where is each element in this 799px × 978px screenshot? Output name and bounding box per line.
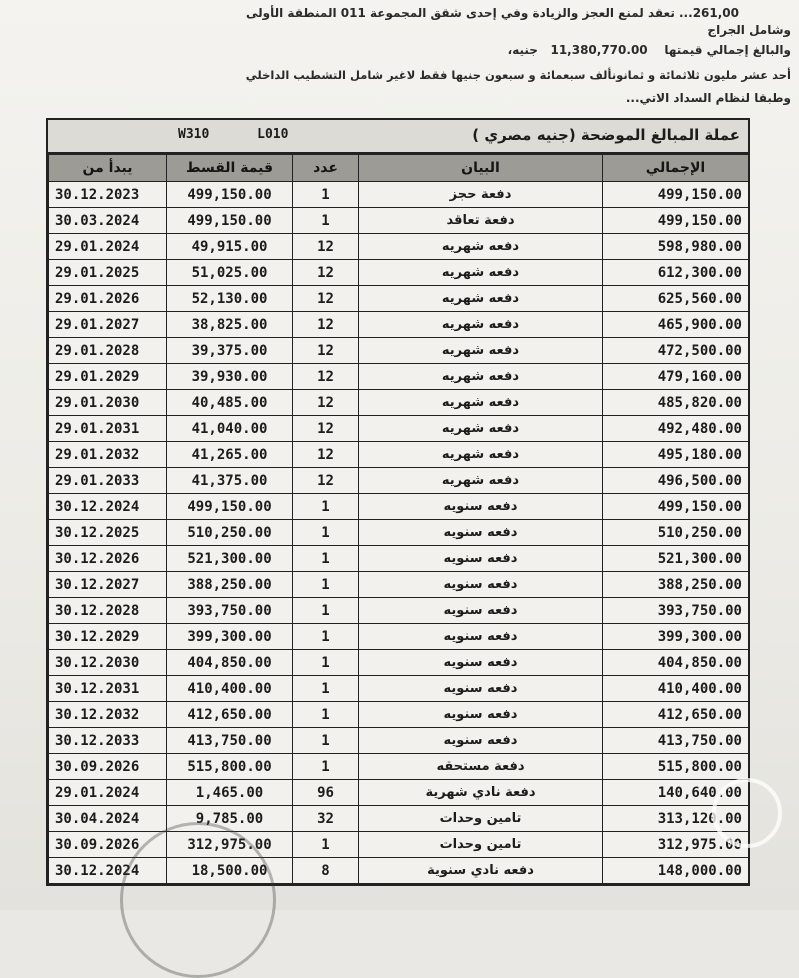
row-statement: دفعه شهريه <box>359 442 603 468</box>
row-start-date: 30.12.2026 <box>49 546 167 572</box>
row-installment: 41,040.00 <box>167 416 293 442</box>
row-count: 12 <box>293 416 359 442</box>
column-header-installment: قيمة القسط <box>167 155 293 182</box>
row-count: 1 <box>293 650 359 676</box>
table-row <box>49 182 749 208</box>
header-line-4: أحد عشر مليون ثلاثمائة و ثمانونألف سبعمائة و سبعون جنيها فقط لاغير شامل التشطيب الداخلي <box>245 68 791 82</box>
row-start-date: 30.12.2024 <box>49 494 167 520</box>
row-count: 12 <box>293 364 359 390</box>
row-total: 499,150.00 <box>603 208 749 234</box>
row-total: 499,150.00 <box>603 494 749 520</box>
row-statement: دفعه سنويه <box>359 702 603 728</box>
row-installment: 410,400.00 <box>167 676 293 702</box>
row-count: 1 <box>293 754 359 780</box>
row-installment: 49,915.00 <box>167 234 293 260</box>
row-statement: دفعه سنويه <box>359 598 603 624</box>
row-count: 1 <box>293 832 359 858</box>
table-row <box>49 520 749 546</box>
row-statement: دفعه شهريه <box>359 364 603 390</box>
row-statement: دفعه شهريه <box>359 286 603 312</box>
row-total: 612,300.00 <box>603 260 749 286</box>
table-row <box>49 728 749 754</box>
table-row <box>49 650 749 676</box>
table-row <box>49 234 749 260</box>
row-total: 404,850.00 <box>603 650 749 676</box>
row-count: 1 <box>293 208 359 234</box>
table-title-row <box>48 120 748 154</box>
header-line-5: وطبقا لنظام السداد الاتي... <box>625 91 791 105</box>
row-statement: دفعة مستحقه <box>359 754 603 780</box>
table-row <box>49 442 749 468</box>
row-statement: تامين وحدات <box>359 806 603 832</box>
row-statement: دفعه سنويه <box>359 494 603 520</box>
total-amount-unit: جنيه، <box>507 43 538 57</box>
row-statement: تامين وحدات <box>359 832 603 858</box>
table-row <box>49 286 749 312</box>
row-statement: دفعه شهريه <box>359 468 603 494</box>
row-start-date: 29.01.2028 <box>49 338 167 364</box>
row-total: 465,900.00 <box>603 312 749 338</box>
row-count: 1 <box>293 572 359 598</box>
row-start-date: 30.03.2024 <box>49 208 167 234</box>
row-count: 8 <box>293 858 359 884</box>
row-start-date: 29.01.2030 <box>49 390 167 416</box>
row-installment: 39,930.00 <box>167 364 293 390</box>
row-count: 1 <box>293 676 359 702</box>
schedule-rows <box>49 182 749 884</box>
row-statement: دفعه سنويه <box>359 728 603 754</box>
row-start-date: 30.12.2029 <box>49 624 167 650</box>
row-statement: دفعه سنويه <box>359 650 603 676</box>
row-count: 1 <box>293 494 359 520</box>
row-total: 312,975.00 <box>603 832 749 858</box>
row-statement: دفعه سنويه <box>359 572 603 598</box>
row-installment: 18,500.00 <box>167 858 293 884</box>
row-total: 515,800.00 <box>603 754 749 780</box>
row-total: 625,560.00 <box>603 286 749 312</box>
row-count: 96 <box>293 780 359 806</box>
table-row <box>49 364 749 390</box>
row-statement: دفعه شهريه <box>359 234 603 260</box>
row-count: 12 <box>293 468 359 494</box>
row-start-date: 30.12.2033 <box>49 728 167 754</box>
row-total: 495,180.00 <box>603 442 749 468</box>
row-statement: دفعه شهريه <box>359 390 603 416</box>
row-statement: دفعه سنويه <box>359 546 603 572</box>
column-header-total: الإجمالي <box>603 155 749 182</box>
row-statement: دفعة تعاقد <box>359 208 603 234</box>
row-installment: 38,825.00 <box>167 312 293 338</box>
row-total: 485,820.00 <box>603 390 749 416</box>
row-count: 12 <box>293 338 359 364</box>
row-total: 499,150.00 <box>603 182 749 208</box>
row-installment: 413,750.00 <box>167 728 293 754</box>
table-row <box>49 338 749 364</box>
row-installment: 52,130.00 <box>167 286 293 312</box>
row-count: 12 <box>293 390 359 416</box>
column-header-start: يبدأ من <box>49 155 167 182</box>
row-start-date: 29.01.2031 <box>49 416 167 442</box>
row-start-date: 29.01.2027 <box>49 312 167 338</box>
row-start-date: 29.01.2026 <box>49 286 167 312</box>
currency-title: عملة المبالغ الموضحة (جنيه مصري ) <box>472 126 740 144</box>
row-count: 12 <box>293 442 359 468</box>
table-row <box>49 572 749 598</box>
row-total: 313,120.00 <box>603 806 749 832</box>
row-count: 12 <box>293 286 359 312</box>
row-start-date: 30.12.2027 <box>49 572 167 598</box>
row-start-date: 30.04.2024 <box>49 806 167 832</box>
row-count: 1 <box>293 520 359 546</box>
row-start-date: 29.01.2033 <box>49 468 167 494</box>
row-total: 148,000.00 <box>603 858 749 884</box>
row-statement: دفعة حجز <box>359 182 603 208</box>
row-total: 388,250.00 <box>603 572 749 598</box>
row-installment: 499,150.00 <box>167 182 293 208</box>
row-start-date: 30.12.2030 <box>49 650 167 676</box>
row-count: 1 <box>293 598 359 624</box>
table-row <box>49 780 749 806</box>
row-statement: دفعة نادي شهرية <box>359 780 603 806</box>
row-start-date: 30.12.2025 <box>49 520 167 546</box>
row-count: 1 <box>293 702 359 728</box>
total-amount-label: والبالغ إجمالي قيمتها <box>664 43 791 57</box>
unit-codes <box>178 127 288 142</box>
row-start-date: 29.01.2029 <box>49 364 167 390</box>
column-header-statement: البيان <box>359 155 603 182</box>
table-row <box>49 390 749 416</box>
row-installment: 393,750.00 <box>167 598 293 624</box>
row-start-date: 30.09.2026 <box>49 832 167 858</box>
row-count: 1 <box>293 728 359 754</box>
row-installment: 521,300.00 <box>167 546 293 572</box>
row-installment: 9,785.00 <box>167 806 293 832</box>
row-count: 12 <box>293 312 359 338</box>
row-total: 410,400.00 <box>603 676 749 702</box>
row-statement: دفعه شهريه <box>359 260 603 286</box>
table-row <box>49 468 749 494</box>
row-installment: 41,375.00 <box>167 468 293 494</box>
row-count: 1 <box>293 546 359 572</box>
column-header-count: عدد <box>293 155 359 182</box>
row-total: 472,500.00 <box>603 338 749 364</box>
schedule-grid <box>48 154 749 884</box>
row-installment: 412,650.00 <box>167 702 293 728</box>
row-total: 492,480.00 <box>603 416 749 442</box>
row-installment: 404,850.00 <box>167 650 293 676</box>
row-statement: دفعه شهريه <box>359 338 603 364</box>
row-installment: 41,265.00 <box>167 442 293 468</box>
table-row <box>49 702 749 728</box>
row-installment: 499,150.00 <box>167 208 293 234</box>
row-start-date: 30.12.2024 <box>49 858 167 884</box>
row-total: 140,640.00 <box>603 780 749 806</box>
table-row <box>49 312 749 338</box>
row-start-date: 29.01.2025 <box>49 260 167 286</box>
row-statement: دفعه نادي سنوية <box>359 858 603 884</box>
row-start-date: 30.12.2023 <box>49 182 167 208</box>
row-start-date: 29.01.2024 <box>49 780 167 806</box>
row-start-date: 30.12.2031 <box>49 676 167 702</box>
row-count: 12 <box>293 234 359 260</box>
row-installment: 399,300.00 <box>167 624 293 650</box>
row-statement: دفعه سنويه <box>359 624 603 650</box>
row-installment: 312,975.00 <box>167 832 293 858</box>
table-row <box>49 416 749 442</box>
row-start-date: 29.01.2032 <box>49 442 167 468</box>
row-installment: 39,375.00 <box>167 338 293 364</box>
row-total: 510,250.00 <box>603 520 749 546</box>
table-row <box>49 260 749 286</box>
row-count: 32 <box>293 806 359 832</box>
row-total: 496,500.00 <box>603 468 749 494</box>
row-start-date: 29.01.2024 <box>49 234 167 260</box>
row-start-date: 30.12.2028 <box>49 598 167 624</box>
row-statement: دفعه شهريه <box>359 312 603 338</box>
row-installment: 499,150.00 <box>167 494 293 520</box>
total-amount-value: 11,380,770.00 <box>550 43 648 57</box>
row-total: 598,980.00 <box>603 234 749 260</box>
header-line-3 <box>508 43 791 57</box>
table-row <box>49 806 749 832</box>
row-installment: 40,485.00 <box>167 390 293 416</box>
row-statement: دفعه سنويه <box>359 520 603 546</box>
header-line-2: وشامل الجراج <box>707 23 791 37</box>
row-total: 399,300.00 <box>603 624 749 650</box>
column-header-row <box>49 155 749 182</box>
official-stamp <box>120 822 276 978</box>
row-installment: 388,250.00 <box>167 572 293 598</box>
table-row <box>49 546 749 572</box>
unit-code-1: W310 <box>178 127 210 142</box>
row-total: 412,650.00 <box>603 702 749 728</box>
row-total: 521,300.00 <box>603 546 749 572</box>
row-statement: دفعه سنويه <box>359 676 603 702</box>
table-row <box>49 494 749 520</box>
table-row <box>49 208 749 234</box>
row-total: 479,160.00 <box>603 364 749 390</box>
header-line-1: 261,00... تعقد لمنع العجز والزيادة وفي إحدى شقق المجموعة 011 المنطقة الأولى <box>246 6 739 20</box>
row-total: 413,750.00 <box>603 728 749 754</box>
row-installment: 1,465.00 <box>167 780 293 806</box>
row-count: 1 <box>293 624 359 650</box>
row-count: 12 <box>293 260 359 286</box>
row-statement: دفعه شهريه <box>359 416 603 442</box>
row-start-date: 30.09.2026 <box>49 754 167 780</box>
table-row <box>49 598 749 624</box>
payment-schedule-table <box>46 118 750 886</box>
row-installment: 510,250.00 <box>167 520 293 546</box>
row-start-date: 30.12.2032 <box>49 702 167 728</box>
row-total: 393,750.00 <box>603 598 749 624</box>
row-installment: 51,025.00 <box>167 260 293 286</box>
table-row <box>49 754 749 780</box>
unit-code-2: L010 <box>257 127 289 142</box>
table-row <box>49 676 749 702</box>
table-row <box>49 624 749 650</box>
watermark-logo-icon <box>712 778 782 848</box>
row-installment: 515,800.00 <box>167 754 293 780</box>
row-count: 1 <box>293 182 359 208</box>
